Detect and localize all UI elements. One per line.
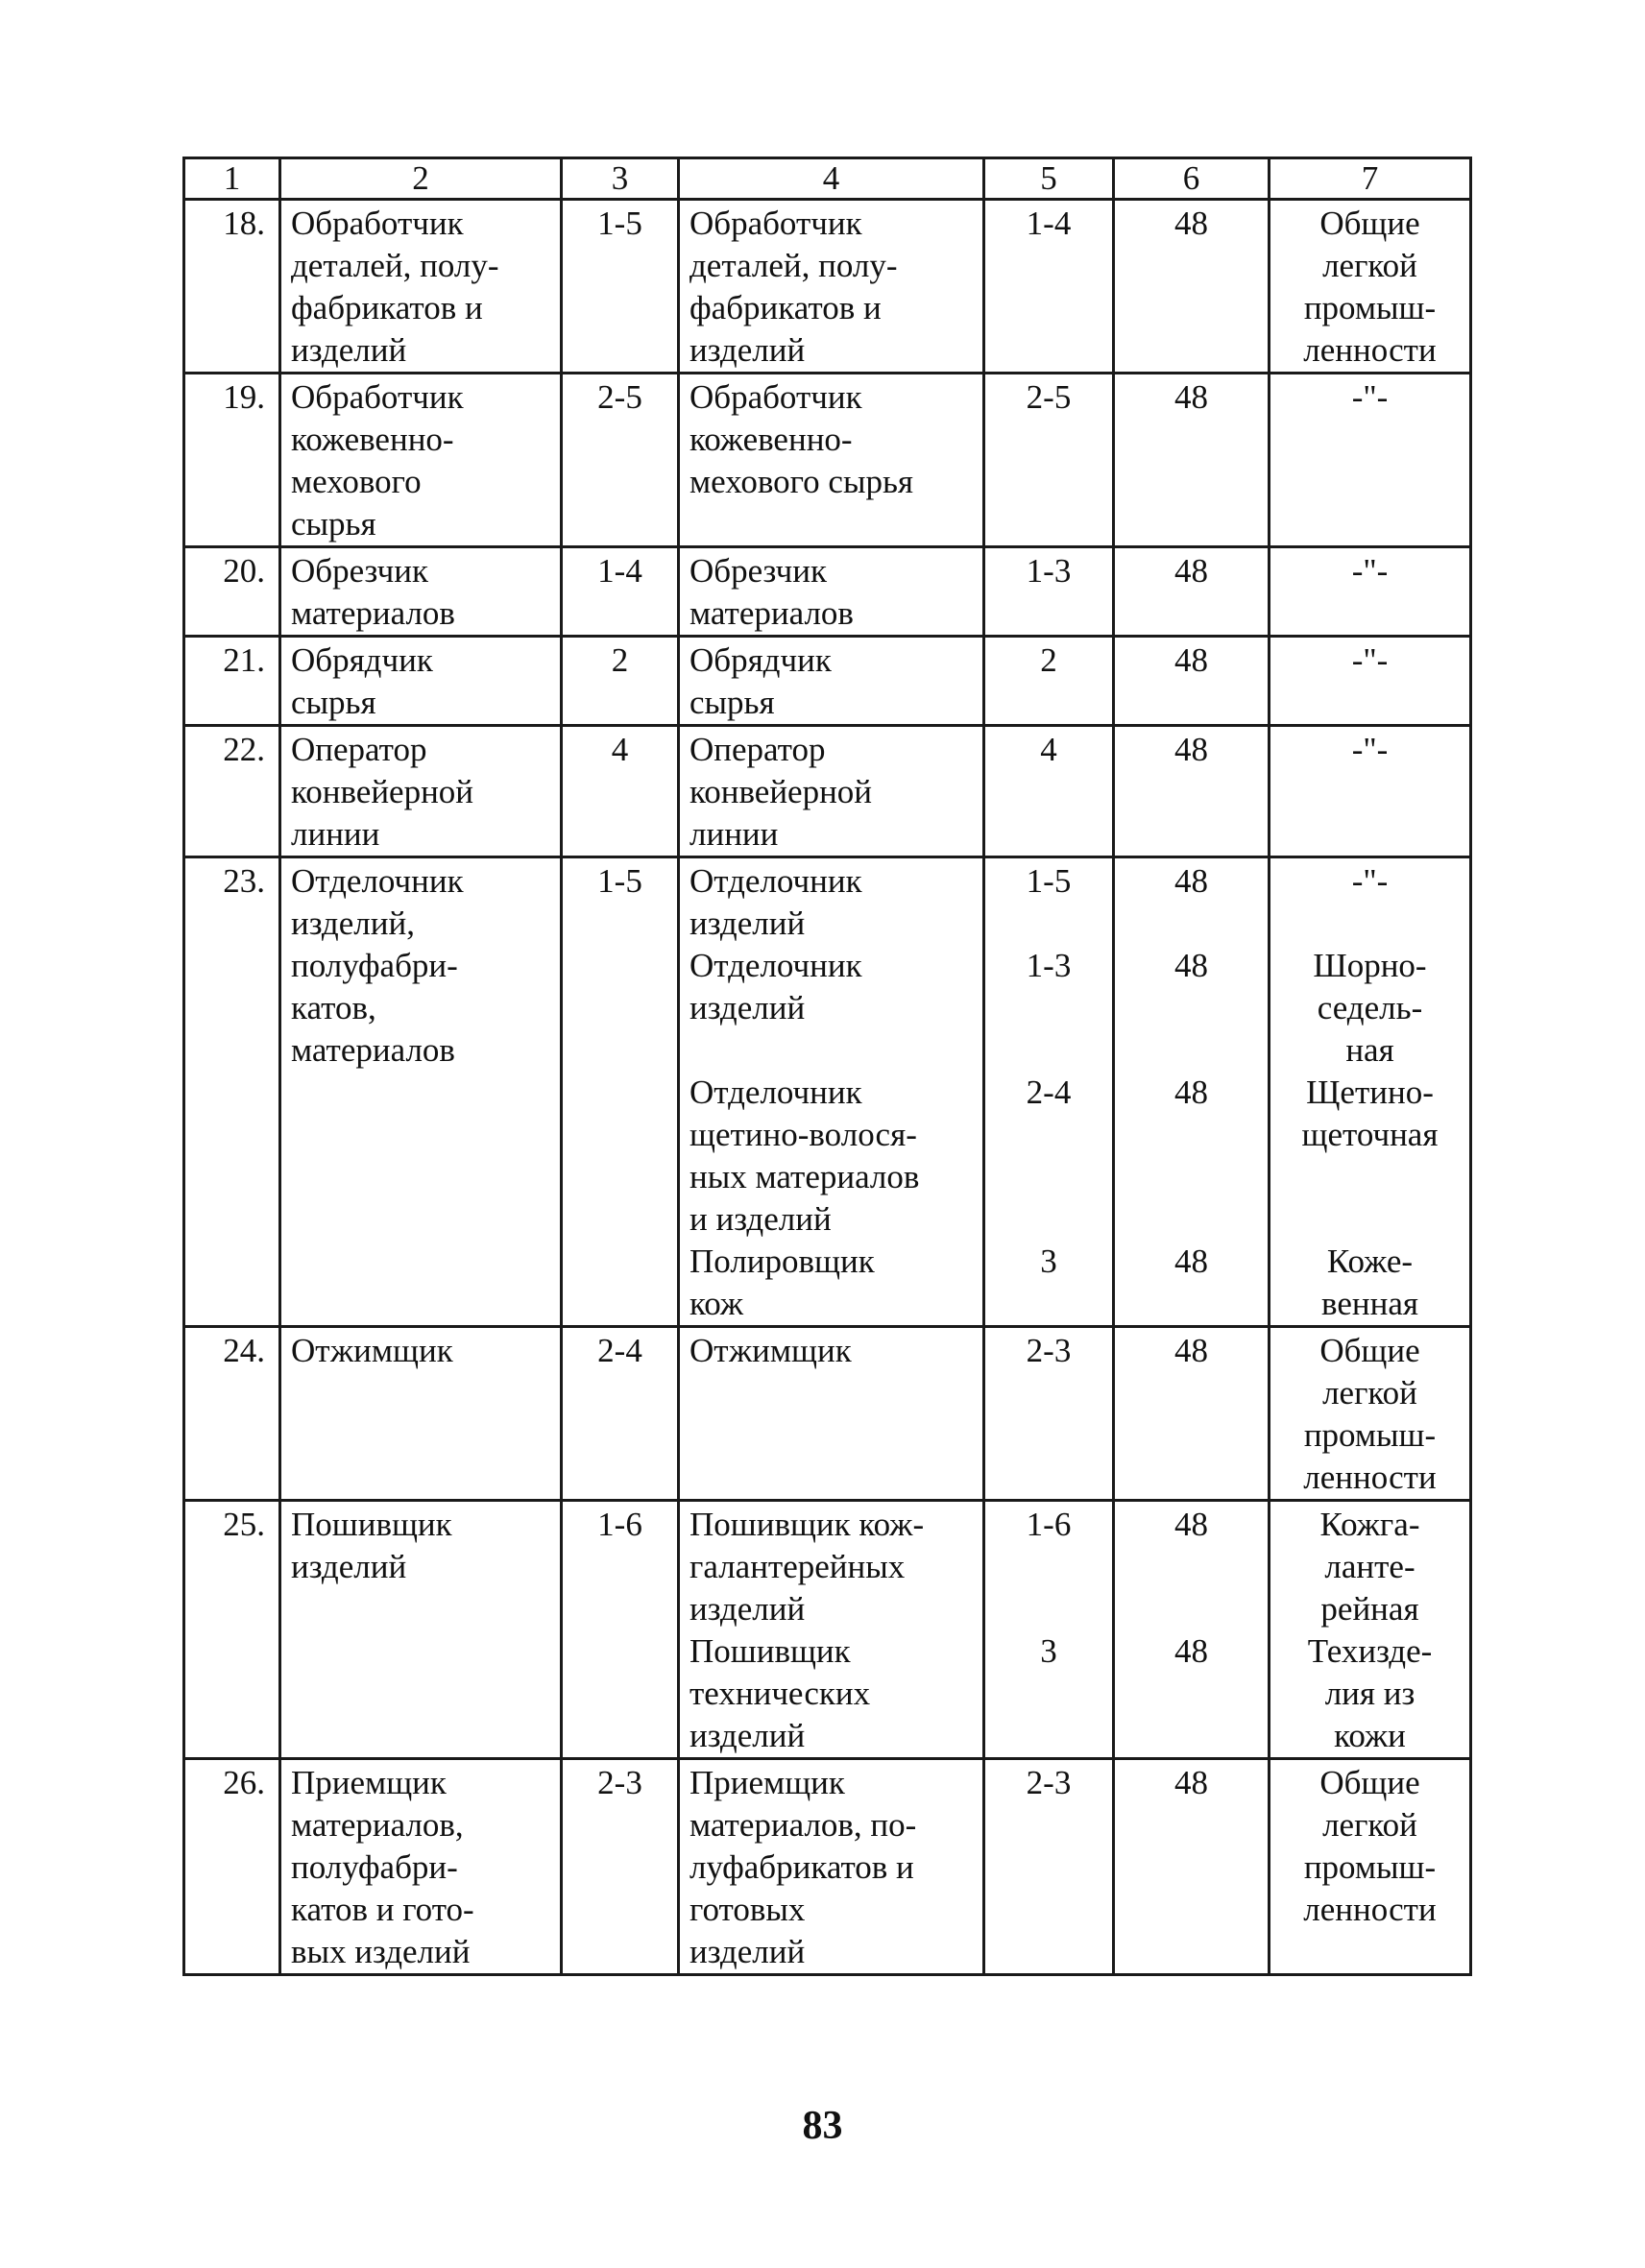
industry-line: промыш- <box>1303 1416 1437 1454</box>
previous-grade-cell <box>984 1327 1114 1501</box>
industry-line: венная <box>1321 1285 1418 1322</box>
line-spacer <box>1125 1156 1258 1198</box>
grade-range-cell <box>562 1501 679 1759</box>
line-spacer <box>1125 287 1258 329</box>
line-spacer <box>1280 1198 1460 1241</box>
hours-value: 48 <box>1174 1632 1208 1670</box>
hours-value: 48 <box>1174 1074 1208 1111</box>
line-spacer <box>995 1673 1102 1715</box>
grade-range: 2-5 <box>597 378 642 416</box>
occupation-name-line: материалов <box>291 1031 455 1069</box>
previous-grade-cell <box>984 547 1114 637</box>
industry-line: рейная <box>1320 1590 1419 1628</box>
table-row <box>184 857 1471 1327</box>
occupation-name-line: линии <box>291 815 380 853</box>
previous-grade-cell <box>984 374 1114 547</box>
grade-range-cell <box>562 547 679 637</box>
line-spacer <box>1125 1283 1258 1325</box>
row-number-cell <box>184 547 280 637</box>
column-number-4: 4 <box>679 158 984 200</box>
line-spacer <box>995 771 1102 813</box>
row-number: 25. <box>223 1506 265 1543</box>
line-spacer <box>995 903 1102 945</box>
row-number: 18. <box>223 205 265 242</box>
table-body <box>184 158 1471 1975</box>
line-spacer <box>995 419 1102 461</box>
previous-occupation-line: материалов <box>689 594 854 632</box>
industry-line: промыш- <box>1303 289 1437 326</box>
occupation-name-cell <box>280 726 562 857</box>
hours-value: 48 <box>1174 1243 1208 1280</box>
hours-value: 48 <box>1174 205 1208 242</box>
line-spacer <box>995 287 1102 329</box>
occupation-name-line: материалов, <box>291 1806 464 1844</box>
grade-range: 1-5 <box>597 205 642 242</box>
previous-occupation-cell <box>679 637 984 726</box>
line-spacer <box>995 461 1102 503</box>
line-spacer <box>995 1156 1102 1198</box>
industry-line: ная <box>1345 1031 1394 1069</box>
line-spacer <box>1125 1931 1258 1973</box>
industry-cell <box>1270 726 1471 857</box>
previous-occupation-cell <box>679 200 984 374</box>
previous-grade: 3 <box>1040 1632 1057 1670</box>
line-spacer <box>1125 1029 1258 1072</box>
industry-line: Техизде- <box>1307 1632 1433 1670</box>
grade-range: 1-5 <box>597 862 642 900</box>
occupation-name-cell <box>280 637 562 726</box>
grade-range: 2-3 <box>597 1764 642 1801</box>
industry-line: легкой <box>1322 247 1417 284</box>
industry-line: ленности <box>1303 331 1437 369</box>
previous-grade: 1-4 <box>1026 205 1072 242</box>
column-number-6: 6 <box>1114 158 1270 200</box>
previous-grade: 4 <box>1040 731 1057 768</box>
line-spacer <box>1125 813 1258 856</box>
line-spacer <box>1125 682 1258 724</box>
hours-cell <box>1114 547 1270 637</box>
industry-cell <box>1270 1327 1471 1501</box>
occupation-name-line: Оператор <box>291 731 427 768</box>
row-number-cell <box>184 637 280 726</box>
row-number-cell <box>184 1327 280 1501</box>
previous-occupation-cell <box>679 547 984 637</box>
line-spacer <box>995 1846 1102 1889</box>
previous-occupation-cell <box>679 726 984 857</box>
table-row <box>184 547 1471 637</box>
previous-occupation-line: сырья <box>689 684 775 721</box>
previous-grade: 1-3 <box>1026 552 1072 590</box>
line-spacer <box>995 1889 1102 1931</box>
grade-range-cell <box>562 374 679 547</box>
grade-range: 1-6 <box>597 1506 642 1543</box>
previous-grade-cell <box>984 726 1114 857</box>
row-number: 19. <box>223 378 265 416</box>
line-spacer <box>1125 1715 1258 1757</box>
industry-line: -"- <box>1351 862 1389 900</box>
industry-line: Шорно- <box>1313 947 1427 984</box>
occupation-name-line: деталей, полу- <box>291 247 499 284</box>
row-number-cell <box>184 1501 280 1759</box>
column-number-3: 3 <box>562 158 679 200</box>
column-number-row <box>184 158 1471 200</box>
line-spacer <box>1125 1846 1258 1889</box>
line-spacer <box>1125 1372 1258 1414</box>
table-row <box>184 374 1471 547</box>
line-spacer <box>995 1588 1102 1630</box>
previous-occupation-line: Обработчик <box>689 205 862 242</box>
previous-occupation-line: деталей, полу- <box>689 247 898 284</box>
line-spacer <box>1280 682 1460 724</box>
previous-occupation-line: изделий <box>689 1717 806 1754</box>
line-spacer <box>995 1715 1102 1757</box>
line-spacer <box>995 1414 1102 1457</box>
row-number: 22. <box>223 731 265 768</box>
industry-line: Общие <box>1319 205 1420 242</box>
row-number-cell <box>184 726 280 857</box>
page-number: 83 <box>802 2104 843 2148</box>
previous-grade-cell <box>984 1759 1114 1975</box>
occupation-name-cell <box>280 1327 562 1501</box>
industry-cell <box>1270 374 1471 547</box>
previous-occupation-line: галантерейных <box>689 1548 906 1585</box>
table-row <box>184 200 1471 374</box>
grade-range: 2-4 <box>597 1332 642 1369</box>
occupation-name-cell <box>280 1501 562 1759</box>
column-number-2: 2 <box>280 158 562 200</box>
previous-occupation-line: Отделочник <box>689 947 862 984</box>
line-spacer <box>995 1198 1102 1241</box>
previous-grade: 2-3 <box>1026 1332 1072 1369</box>
occupation-name-line: мехового <box>291 463 422 500</box>
occupation-name-line: Отжимщик <box>291 1332 453 1369</box>
occupation-name-line: Обработчик <box>291 205 464 242</box>
hours-value: 48 <box>1174 947 1208 984</box>
line-spacer <box>1125 329 1258 372</box>
line-spacer <box>995 1283 1102 1325</box>
occupation-name-cell <box>280 200 562 374</box>
line-spacer <box>1280 419 1460 461</box>
occupation-name-line: катов, <box>291 989 376 1026</box>
previous-occupation-line: линии <box>689 815 779 853</box>
grade-range-cell <box>562 726 679 857</box>
row-number: 20. <box>223 552 265 590</box>
grade-range-cell <box>562 637 679 726</box>
occupation-name-line: Пошивщик <box>291 1506 452 1543</box>
previous-occupation-line: Оператор <box>689 731 826 768</box>
occupation-name-line: вых изделий <box>291 1933 471 1970</box>
previous-occupation-cell <box>679 1501 984 1759</box>
previous-occupation-line: конвейерной <box>689 773 873 810</box>
industry-line: ланте- <box>1324 1548 1415 1585</box>
hours-value: 48 <box>1174 1506 1208 1543</box>
grade-range-cell <box>562 857 679 1327</box>
line-spacer <box>1280 813 1460 856</box>
row-number: 24. <box>223 1332 265 1369</box>
previous-occupation-line: Обработчик <box>689 378 862 416</box>
industry-cell <box>1270 200 1471 374</box>
previous-occupation-line: мехового сырья <box>689 463 914 500</box>
hours-cell <box>1114 374 1270 547</box>
industry-line: Коже- <box>1326 1243 1414 1280</box>
hours-value: 48 <box>1174 552 1208 590</box>
line-spacer <box>1125 1673 1258 1715</box>
occupation-name-line: Обрядчик <box>291 641 433 679</box>
previous-occupation-line: Полировщик <box>689 1243 875 1280</box>
line-spacer <box>995 987 1102 1029</box>
grade-range: 4 <box>611 731 629 768</box>
line-spacer <box>995 245 1102 287</box>
previous-occupation-cell <box>679 857 984 1327</box>
line-spacer <box>995 592 1102 635</box>
industry-line: -"- <box>1351 552 1389 590</box>
hours-cell <box>1114 1759 1270 1975</box>
previous-grade: 2-5 <box>1026 378 1072 416</box>
column-number-5: 5 <box>984 158 1114 200</box>
previous-occupation-line: Отделочник <box>689 1074 862 1111</box>
previous-occupation-line: ных материалов <box>689 1158 920 1195</box>
line-spacer <box>995 1804 1102 1846</box>
line-spacer <box>1280 592 1460 635</box>
previous-occupation-cell <box>679 1759 984 1975</box>
row-number: 23. <box>223 862 265 900</box>
previous-grade: 3 <box>1040 1243 1057 1280</box>
hours-cell <box>1114 200 1270 374</box>
previous-occupation-line: Приемщик <box>689 1764 845 1801</box>
industry-cell <box>1270 1501 1471 1759</box>
line-spacer <box>1125 1804 1258 1846</box>
occupation-name-line: полуфабри- <box>291 1848 458 1886</box>
line-spacer <box>689 1457 973 1499</box>
previous-occupation-line: щетино-волося- <box>689 1116 917 1153</box>
previous-occupation-line: изделий <box>689 989 806 1026</box>
table-row <box>184 637 1471 726</box>
hours-cell <box>1114 1327 1270 1501</box>
occupation-name-line: сырья <box>291 684 376 721</box>
line-spacer <box>1125 1114 1258 1156</box>
line-spacer <box>995 1114 1102 1156</box>
previous-grade-cell <box>984 637 1114 726</box>
line-spacer <box>1125 1546 1258 1588</box>
previous-occupation-line: изделий <box>689 1933 806 1970</box>
industry-line: промыш- <box>1303 1848 1437 1886</box>
column-number-1: 1 <box>184 158 280 200</box>
row-number: 26. <box>223 1764 265 1801</box>
hours-cell <box>1114 637 1270 726</box>
line-spacer <box>1125 771 1258 813</box>
occupation-name-cell <box>280 547 562 637</box>
table-row <box>184 1759 1471 1975</box>
hours-value: 48 <box>1174 862 1208 900</box>
previous-grade-cell <box>984 857 1114 1327</box>
occupation-name-line: изделий <box>291 331 407 369</box>
previous-grade-cell <box>984 1501 1114 1759</box>
line-spacer <box>1125 461 1258 503</box>
line-spacer <box>1125 1588 1258 1630</box>
previous-grade: 1-6 <box>1026 1506 1072 1543</box>
row-number-cell <box>184 200 280 374</box>
previous-grade: 1-5 <box>1026 862 1072 900</box>
previous-grade: 2-3 <box>1026 1764 1072 1801</box>
previous-occupation-line: материалов, по- <box>689 1806 917 1844</box>
hours-value: 48 <box>1174 641 1208 679</box>
previous-occupation-line: технических <box>689 1675 871 1712</box>
line-spacer <box>1125 419 1258 461</box>
occupation-name-line: конвейерной <box>291 773 474 810</box>
occupation-name-line: Обрезчик <box>291 552 429 590</box>
industry-line: -"- <box>1351 731 1389 768</box>
industry-line: Щетино- <box>1306 1074 1434 1111</box>
line-spacer <box>995 1029 1102 1072</box>
row-number: 21. <box>223 641 265 679</box>
industry-cell <box>1270 547 1471 637</box>
line-spacer <box>995 1931 1102 1973</box>
occupation-name-line: фабрикатов и <box>291 289 483 326</box>
line-spacer <box>995 813 1102 856</box>
industry-line: ленности <box>1303 1891 1437 1928</box>
previous-occupation-line: Обрядчик <box>689 641 832 679</box>
industry-cell <box>1270 857 1471 1327</box>
previous-occupation-line: готовых <box>689 1891 806 1928</box>
industry-line: легкой <box>1322 1806 1417 1844</box>
industry-cell <box>1270 637 1471 726</box>
industry-line: -"- <box>1351 641 1389 679</box>
line-spacer <box>1125 903 1258 945</box>
previous-occupation-line: изделий <box>689 1590 806 1628</box>
previous-grade: 2-4 <box>1026 1074 1072 1111</box>
industry-cell <box>1270 1759 1471 1975</box>
occupation-name-line: катов и гото- <box>291 1891 474 1928</box>
previous-occupation-line: и изделий <box>689 1200 832 1238</box>
industry-line: седель- <box>1317 989 1423 1026</box>
industry-line: щеточная <box>1301 1116 1439 1153</box>
industry-line: Общие <box>1319 1332 1420 1369</box>
table-row <box>184 1501 1471 1759</box>
previous-occupation-line: Отжимщик <box>689 1332 852 1369</box>
table-row <box>184 726 1471 857</box>
grade-range-cell <box>562 200 679 374</box>
occupation-name-line: изделий <box>291 1548 407 1585</box>
row-number-cell <box>184 1759 280 1975</box>
occupation-name-line: полуфабри- <box>291 947 458 984</box>
hours-cell <box>1114 1501 1270 1759</box>
previous-grade-cell <box>984 200 1114 374</box>
previous-occupation-line: Пошивщик кож- <box>689 1506 925 1543</box>
industry-line: легкой <box>1322 1374 1417 1411</box>
column-number-7: 7 <box>1270 158 1471 200</box>
previous-occupation-line: Обрезчик <box>689 552 828 590</box>
line-spacer <box>689 1414 973 1457</box>
line-spacer <box>1280 461 1460 503</box>
grade-range: 1-4 <box>597 552 642 590</box>
grade-range-cell <box>562 1327 679 1501</box>
occupation-name-cell <box>280 1759 562 1975</box>
previous-occupation-line: кожевенно- <box>689 421 853 458</box>
grade-range-cell <box>562 1759 679 1975</box>
previous-occupation-line: фабрикатов и <box>689 289 882 326</box>
previous-occupation-line: изделий <box>689 331 806 369</box>
line-spacer <box>1280 1931 1460 1973</box>
industry-line: лия из <box>1324 1675 1415 1712</box>
line-spacer <box>1125 1198 1258 1241</box>
previous-occupation-line: кож <box>689 1285 744 1322</box>
previous-occupation-line: Пошивщик <box>689 1632 851 1670</box>
line-spacer <box>1125 1889 1258 1931</box>
previous-occupation-line: изделий <box>689 905 806 942</box>
occupation-name-cell <box>280 374 562 547</box>
previous-grade: 2 <box>1040 641 1057 679</box>
previous-grade: 1-3 <box>1026 947 1072 984</box>
industry-line: Общие <box>1319 1764 1420 1801</box>
line-spacer <box>995 1372 1102 1414</box>
occupation-name-line: сырья <box>291 505 376 543</box>
line-spacer <box>995 1457 1102 1499</box>
occupation-name-line: кожевенно- <box>291 421 454 458</box>
grade-range: 2 <box>611 641 629 679</box>
line-spacer <box>995 329 1102 372</box>
row-number-cell <box>184 857 280 1327</box>
row-number-cell <box>184 374 280 547</box>
previous-occupation-cell <box>679 1327 984 1501</box>
occupation-name-cell <box>280 857 562 1327</box>
previous-occupation-cell <box>679 374 984 547</box>
industry-line: Кожга- <box>1319 1506 1420 1543</box>
line-spacer <box>1125 592 1258 635</box>
table-row <box>184 1327 1471 1501</box>
industry-line: -"- <box>1351 378 1389 416</box>
line-spacer <box>995 682 1102 724</box>
occupation-name-line: Приемщик <box>291 1764 447 1801</box>
industry-line: ленности <box>1303 1459 1437 1496</box>
line-spacer <box>689 1029 973 1072</box>
previous-occupation-line: луфабрикатов и <box>689 1848 914 1886</box>
line-spacer <box>1125 1457 1258 1499</box>
line-spacer <box>1280 771 1460 813</box>
previous-occupation-line: Отделочник <box>689 862 862 900</box>
hours-value: 48 <box>1174 1332 1208 1369</box>
occupation-name-line: Обработчик <box>291 378 464 416</box>
occupations-table <box>182 157 1472 1976</box>
line-spacer <box>1280 1156 1460 1198</box>
line-spacer <box>1125 245 1258 287</box>
line-spacer <box>1280 903 1460 945</box>
hours-cell <box>1114 726 1270 857</box>
occupation-name-line: Отделочник <box>291 862 464 900</box>
line-spacer <box>1125 1414 1258 1457</box>
hours-cell <box>1114 857 1270 1327</box>
hours-value: 48 <box>1174 378 1208 416</box>
occupation-name-line: изделий, <box>291 905 415 942</box>
occupation-name-line: материалов <box>291 594 455 632</box>
industry-line: кожи <box>1334 1717 1406 1754</box>
line-spacer <box>1125 987 1258 1029</box>
hours-value: 48 <box>1174 1764 1208 1801</box>
hours-value: 48 <box>1174 731 1208 768</box>
line-spacer <box>689 1372 973 1414</box>
line-spacer <box>995 1546 1102 1588</box>
